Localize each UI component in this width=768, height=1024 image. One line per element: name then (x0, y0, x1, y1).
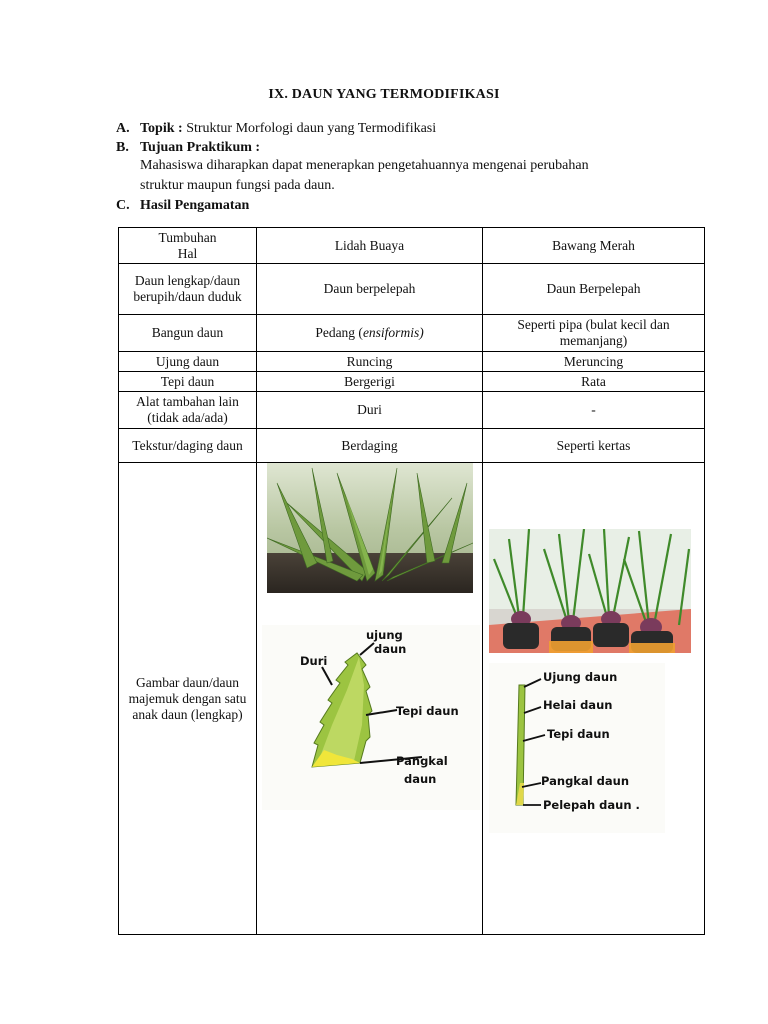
aloe-images-cell (257, 463, 483, 935)
section-a-text: Struktur Morfologi daun yang Termodifikasi (186, 121, 437, 136)
section-b-label: Tujuan Praktikum : (140, 140, 261, 155)
table-row (119, 264, 705, 315)
section-c-letter: C. (116, 198, 130, 213)
section-c-label: Hasil Pengamatan (140, 198, 250, 213)
cell-value (257, 315, 483, 352)
label-helai-daun: Helai daun (543, 698, 613, 712)
label-pangkal-daun: Pangkal daun (541, 774, 630, 788)
shallot-photo-svg (489, 529, 691, 653)
header-hal: Hal (177, 245, 198, 261)
cell-value: Bergerigi (257, 372, 483, 392)
label-ujung-2: daun (374, 642, 407, 656)
section-b-letter: B. (116, 140, 129, 155)
row-label: Ujung daun (119, 352, 257, 372)
section-b (116, 138, 260, 157)
header-bawang-merah: Bawang Merah (483, 228, 705, 264)
label-ujung-1: ujung (366, 628, 403, 642)
cell-value: Daun Berpelepah (483, 264, 705, 315)
section-a (116, 119, 436, 138)
row-label: Alat tambahan lain (tidak ada/ada) (119, 392, 257, 429)
onion-images-cell (483, 463, 705, 935)
table-row (119, 315, 705, 352)
shallot-leaf-sketch-svg (489, 663, 665, 833)
label-tepi-daun-onion: Tepi daun (547, 727, 610, 741)
cell-value: Meruncing (483, 352, 705, 372)
label-duri: Duri (300, 654, 328, 668)
row-label (119, 463, 257, 935)
section-b-line-1: Mahasiswa diharapkan dapat menerapkan pengetahuannya mengenai perubahan (140, 158, 589, 173)
section-a-label: Topik : (140, 121, 183, 136)
row-label: Bangun daun (119, 315, 257, 352)
cell-text-italic: ensiformis) (362, 325, 424, 340)
cell-value: Seperti kertas (483, 429, 705, 463)
cell-value: Rata (483, 372, 705, 392)
row-label-line-1: Gambar daun/daun majemuk dengan satu (128, 674, 247, 706)
section-b-line-2: struktur maupun fungsi pada daun. (140, 178, 335, 193)
section-a-letter: A. (116, 121, 130, 136)
label-pangkal-2: daun (404, 772, 437, 786)
table-header-row (119, 228, 705, 264)
table-row (119, 392, 705, 429)
header-corner (119, 228, 257, 264)
aloe-leaf-sketch (262, 625, 480, 810)
row-label: Tekstur/daging daun (119, 429, 257, 463)
cell-text: Pedang ( (315, 325, 363, 340)
table-image-row (119, 463, 705, 935)
header-lidah-buaya: Lidah Buaya (257, 228, 483, 264)
header-tumbuhan: Tumbuhan (158, 229, 217, 245)
table-row (119, 429, 705, 463)
table-row (119, 352, 705, 372)
section-c (116, 196, 249, 215)
label-ujung-daun: Ujung daun (543, 670, 618, 684)
row-label: Daun lengkap/daun berupih/daun duduk (119, 264, 257, 315)
aloe-vera-photo (267, 463, 473, 593)
shallot-photo (489, 529, 691, 653)
shallot-leaf-sketch (489, 663, 665, 833)
cell-value: Seperti pipa (bulat kecil dan memanjang) (483, 315, 705, 352)
cell-value: Daun berpelepah (257, 264, 483, 315)
page-title: IX. DAUN YANG TERMODIFIKASI (268, 87, 500, 102)
aloe-leaf-sketch-svg (262, 625, 480, 810)
cell-value: Duri (257, 392, 483, 429)
cell-value: Berdaging (257, 429, 483, 463)
row-label-line-2: anak daun (lengkap) (132, 706, 243, 722)
label-pelepah-daun: Pelepah daun . (543, 798, 640, 812)
label-pangkal-1: Pangkal (396, 754, 448, 768)
label-tepi-daun: Tepi daun (396, 704, 459, 718)
cell-value: Runcing (257, 352, 483, 372)
observation-table (118, 227, 705, 935)
aloe-vera-photo-svg (267, 463, 473, 593)
table-row (119, 372, 705, 392)
row-label: Tepi daun (119, 372, 257, 392)
cell-value: - (483, 392, 705, 429)
